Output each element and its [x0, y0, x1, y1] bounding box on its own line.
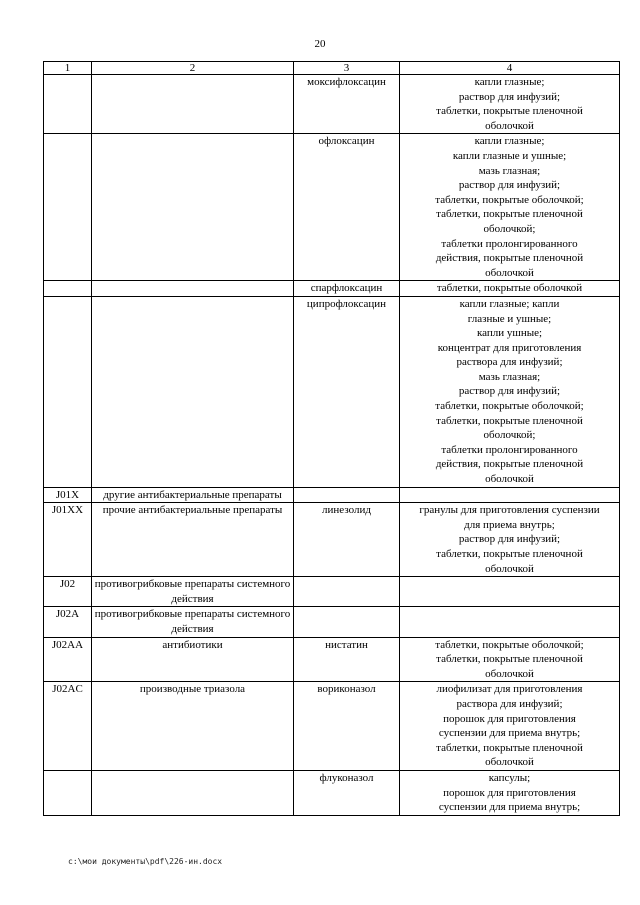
table-row [44, 487, 620, 503]
cell-forms [400, 134, 620, 281]
form-line: таблетки, покрытые пленочной [436, 741, 583, 754]
cell-group: прочие антибактериальные препараты [92, 503, 294, 577]
cell-forms [400, 296, 620, 487]
cell-group: противогрибковые препараты системного действия [92, 607, 294, 637]
table-row [44, 296, 620, 487]
column-header: 2 [92, 62, 294, 75]
table-header-row [44, 62, 620, 75]
form-line: мазь глазная; [478, 164, 541, 177]
cell-forms [400, 637, 620, 682]
cell-drug [294, 487, 400, 503]
form-line: таблетки, покрытые оболочкой [436, 282, 583, 295]
form-line: раствор для инфузий; [458, 533, 561, 546]
form-line: концентрат для приготовления [437, 341, 582, 354]
form-line: капли ушные; [476, 327, 543, 340]
cell-forms [400, 281, 620, 297]
table-row [44, 637, 620, 682]
cell-code: J01XX [44, 503, 92, 577]
form-line: таблетки, покрытые пленочной [436, 653, 583, 666]
cell-code: J02AC [44, 682, 92, 771]
form-line: действия, покрытые пленочной [435, 458, 584, 471]
drug-table [43, 61, 620, 816]
form-line: порошок для приготовления [443, 786, 576, 799]
form-line: действия, покрытые пленочной [435, 252, 584, 265]
form-line: глазные и ушные; [467, 312, 552, 325]
table-row [44, 281, 620, 297]
table-body [44, 62, 620, 816]
cell-forms [400, 682, 620, 771]
cell-drug: моксифлоксацин [294, 75, 400, 134]
cell-code [44, 296, 92, 487]
form-line: раствора для инфузий; [456, 356, 563, 369]
table-row [44, 607, 620, 637]
form-line: гранулы для приготовления суспензии [419, 504, 600, 517]
form-line: таблетки, покрытые оболочкой; [435, 400, 584, 413]
cell-forms [400, 607, 620, 637]
form-line: капли глазные; [474, 76, 545, 88]
cell-forms [400, 503, 620, 577]
cell-drug: нистатин [294, 637, 400, 682]
table-row [44, 75, 620, 134]
cell-group: другие антибактериальные препараты [92, 487, 294, 503]
form-line: оболочкой; [483, 429, 536, 442]
form-line: капли глазные и ушные; [452, 149, 567, 162]
form-line: раствор для инфузий; [458, 385, 561, 398]
cell-code [44, 75, 92, 134]
cell-code [44, 281, 92, 297]
form-line: мазь глазная; [478, 370, 541, 383]
cell-code [44, 134, 92, 281]
form-line: оболочкой [485, 473, 534, 486]
form-line: таблетки пролонгированного [441, 443, 578, 456]
table-row [44, 577, 620, 607]
form-line: оболочкой; [483, 222, 536, 235]
cell-drug: офлоксацин [294, 134, 400, 281]
cell-drug [294, 607, 400, 637]
cell-code: J02 [44, 577, 92, 607]
cell-drug: флуконазол [294, 770, 400, 815]
cell-group [92, 770, 294, 815]
cell-forms [400, 487, 620, 503]
form-line: порошок для приготовления [443, 712, 576, 725]
form-line: таблетки, покрытые оболочкой; [435, 638, 584, 651]
form-line: таблетки, покрытые пленочной [436, 208, 583, 221]
column-header: 1 [44, 62, 92, 75]
cell-code: J02AA [44, 637, 92, 682]
form-line: таблетки, покрытые пленочной [436, 105, 583, 118]
cell-forms [400, 770, 620, 815]
form-line: суспензии для приема внутрь; [438, 727, 581, 740]
cell-code [44, 770, 92, 815]
cell-drug [294, 577, 400, 607]
cell-code: J02A [44, 607, 92, 637]
cell-drug: вориконазол [294, 682, 400, 771]
form-line: оболочкой [485, 119, 534, 132]
cell-drug: ципрофлоксацин [294, 296, 400, 487]
form-line: таблетки, покрытые пленочной [436, 548, 583, 560]
cell-group [92, 296, 294, 487]
form-line: оболочкой [485, 266, 534, 279]
cell-code: J01X [44, 487, 92, 503]
cell-forms [400, 577, 620, 607]
form-line: лиофилизат для приготовления [436, 683, 583, 696]
column-header: 4 [400, 62, 620, 75]
form-line: раствор для инфузий; [458, 179, 561, 192]
form-line: суспензии для приема внутрь; [438, 801, 581, 814]
form-line: капсулы; [488, 771, 531, 784]
cell-drug: спарфлоксацин [294, 281, 400, 297]
form-line: оболочкой [485, 756, 534, 769]
cell-group [92, 75, 294, 134]
column-header: 3 [294, 62, 400, 75]
form-line: таблетки, покрытые оболочкой; [435, 193, 584, 206]
cell-group [92, 134, 294, 281]
cell-group: антибиотики [92, 637, 294, 682]
form-line: оболочкой [485, 667, 534, 680]
table-row [44, 770, 620, 815]
file-path-footer: c:\мои документы\pdf\226-ин.docx [68, 857, 223, 866]
cell-forms [400, 75, 620, 134]
table-row [44, 134, 620, 281]
cell-group: производные триазола [92, 682, 294, 771]
table-row [44, 503, 620, 577]
form-line: раствора для инфузий; [456, 697, 563, 710]
form-line: раствор для инфузий; [458, 90, 561, 103]
form-line: таблетки пролонгированного [441, 237, 578, 250]
table-row [44, 682, 620, 771]
form-line: таблетки, покрытые пленочной [436, 414, 583, 427]
form-line: оболочкой [485, 562, 534, 575]
cell-drug: линезолид [294, 503, 400, 577]
cell-group [92, 281, 294, 297]
form-line: для приема внутрь; [464, 518, 555, 531]
form-line: капли глазные; [474, 135, 545, 148]
cell-group: противогрибковые препараты системного действия [92, 577, 294, 607]
page-number: 20 [314, 38, 326, 50]
form-line: капли глазные; капли [459, 297, 560, 310]
